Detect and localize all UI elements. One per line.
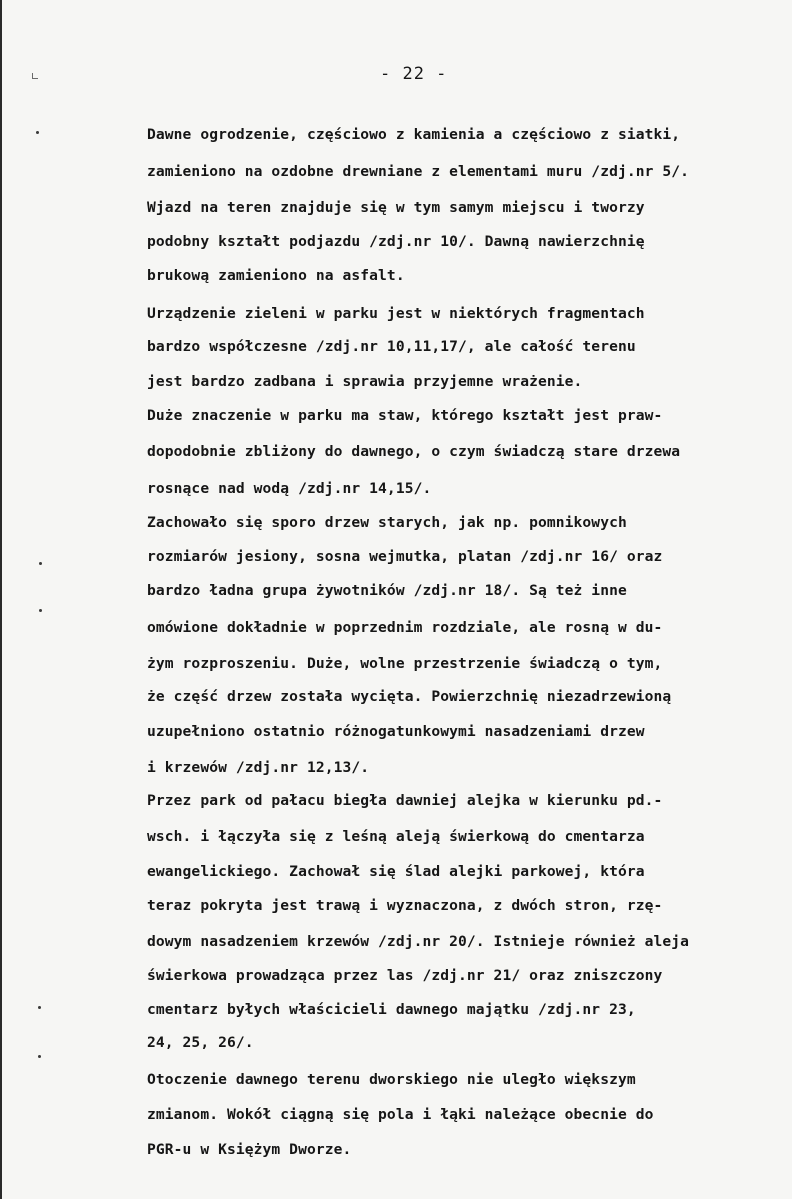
text-line: bardzo współczesne /zdj.nr 10,11,17/, ale całość terenu <box>147 338 636 355</box>
text-line: zamieniono na ozdobne drewniane z elementami muru /zdj.nr 5/. <box>147 163 690 180</box>
text-line: 24, 25, 26/. <box>147 1034 254 1051</box>
text-line: uzupełniono ostatnio różnogatunkowymi nasadzeniami drzew <box>147 723 645 740</box>
text-line: Otoczenie dawnego terenu dworskiego nie uległo większym <box>147 1071 636 1088</box>
page-number: - 22 - <box>380 64 448 84</box>
margin-dot <box>38 1006 41 1009</box>
text-line: zmianom. Wokół ciągną się pola i łąki należące obecnie do <box>147 1106 654 1123</box>
text-line: rozmiarów jesiony, sosna wejmutka, platan /zdj.nr 16/ oraz <box>147 548 663 565</box>
margin-dot <box>39 609 42 612</box>
text-line: Wjazd na teren znajduje się w tym samym miejscu i tworzy <box>147 199 645 216</box>
text-line: PGR-u w Księżym Dworze. <box>147 1141 352 1158</box>
corner-mark <box>32 73 38 79</box>
text-line: że część drzew została wycięta. Powierzchnię niezadrzewioną <box>147 688 672 705</box>
margin-dot <box>38 1055 41 1058</box>
text-line: dowym nasadzeniem krzewów /zdj.nr 20/. Istnieje również aleja <box>147 933 690 950</box>
text-line: i krzewów /zdj.nr 12,13/. <box>147 759 370 776</box>
text-line: dopodobnie zbliżony do dawnego, o czym świadczą stare drzewa <box>147 443 681 460</box>
text-line: bardzo ładna grupa żywotników /zdj.nr 18/. Są też inne <box>147 582 627 599</box>
margin-dot <box>39 562 42 565</box>
text-line: wsch. i łączyła się z leśną aleją świerkową do cmentarza <box>147 828 645 845</box>
text-line: teraz pokryta jest trawą i wyznaczona, z dwóch stron, rzę- <box>147 897 663 914</box>
text-line: Dawne ogrodzenie, częściowo z kamienia a częściowo z siatki, <box>147 126 681 143</box>
text-line: rosnące nad wodą /zdj.nr 14,15/. <box>147 480 432 497</box>
text-line: Przez park od pałacu biegła dawniej alejka w kierunku pd.- <box>147 792 663 809</box>
text-line: omówione dokładnie w poprzednim rozdziale, ale rosną w du- <box>147 619 663 636</box>
text-line: żym rozproszeniu. Duże, wolne przestrzenie świadczą o tym, <box>147 655 663 672</box>
text-line: ewangelickiego. Zachował się ślad alejki parkowej, która <box>147 863 645 880</box>
text-line: Urządzenie zieleni w parku jest w niektórych fragmentach <box>147 305 645 322</box>
text-line: brukową zamieniono na asfalt. <box>147 267 405 284</box>
text-line: jest bardzo zadbana i sprawia przyjemne wrażenie. <box>147 373 583 390</box>
margin-dot <box>36 131 39 134</box>
text-line: cmentarz byłych właścicieli dawnego majątku /zdj.nr 23, <box>147 1001 636 1018</box>
text-line: świerkowa prowadząca przez las /zdj.nr 21/ oraz zniszczony <box>147 967 663 984</box>
text-line: Duże znaczenie w parku ma staw, którego kształt jest praw- <box>147 407 663 424</box>
text-line: Zachowało się sporo drzew starych, jak np. pomnikowych <box>147 514 627 531</box>
text-line: podobny kształt podjazdu /zdj.nr 10/. Dawną nawierzchnię <box>147 233 645 250</box>
